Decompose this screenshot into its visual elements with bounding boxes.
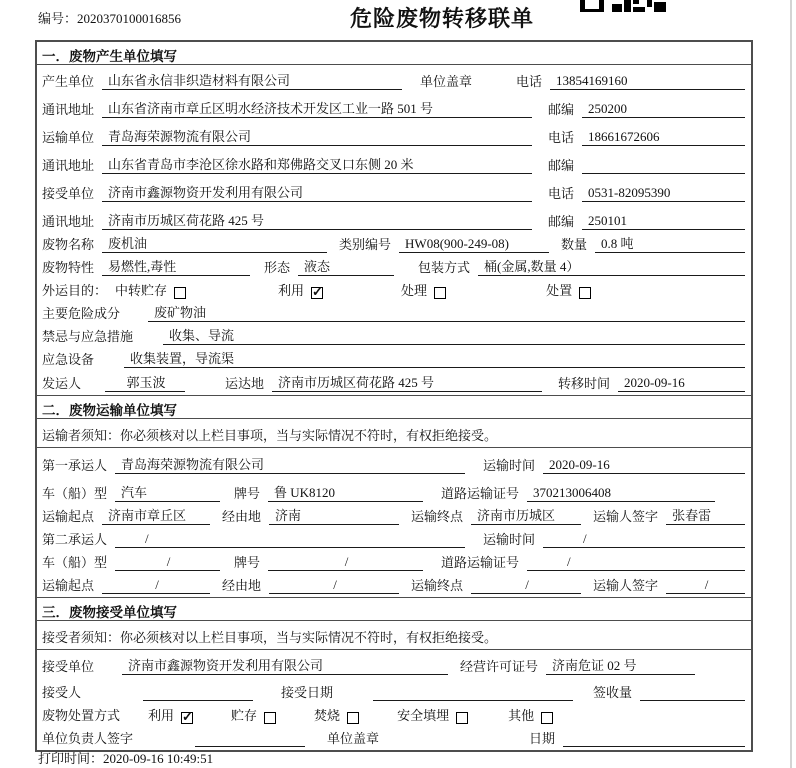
carrier2-route-row xyxy=(37,574,751,597)
hazard-components-value: 废矿物油 xyxy=(148,302,745,322)
plate-number-label: 牌号 xyxy=(234,486,261,501)
producer-label: 产生单位 xyxy=(42,74,95,89)
physical-form-value: 液态 xyxy=(298,256,394,276)
emergency-measures-value: 收集、导流 xyxy=(163,325,745,345)
carrier2-time-value: / xyxy=(543,531,745,548)
quantity-value: 0.8 吨 xyxy=(595,233,745,253)
signed-amount-label: 签收量 xyxy=(593,685,633,700)
carrier2-via-value: / xyxy=(269,577,399,594)
transfer-time-value: 2020-09-16 xyxy=(618,375,745,392)
road-permit-label: 道路运输证号 xyxy=(441,555,520,570)
transporter-notice-row xyxy=(37,419,751,448)
option-store-label: 贮存 xyxy=(231,708,258,723)
carrier2-name-value: / xyxy=(115,531,465,548)
transporter-label: 运输单位 xyxy=(42,130,95,145)
transport-time-label: 运输时间 xyxy=(483,532,536,547)
receiver-value: 济南市鑫源物资开发利用有限公司 xyxy=(102,182,532,202)
carrier2-origin-value: / xyxy=(102,577,210,594)
waste-characteristics-row xyxy=(37,256,751,279)
route-end-label: 运输终点 xyxy=(411,578,464,593)
checkbox-transit-storage xyxy=(174,287,186,299)
producer-address-row xyxy=(37,93,751,121)
carrier2-plate-value: / xyxy=(268,554,423,571)
phone-label: 电话 xyxy=(548,186,575,201)
section2-header: 二．废物运输单位填写 xyxy=(37,395,751,419)
responsible-sign-row xyxy=(37,727,751,750)
transporter-zip-value xyxy=(582,173,745,174)
address-label: 通讯地址 xyxy=(42,102,95,117)
receiver-row xyxy=(37,177,751,205)
destination-label: 运达地 xyxy=(225,376,265,391)
section1-header: 一．废物产生单位填写 xyxy=(37,42,751,65)
waste-name-value: 废机油 xyxy=(102,233,327,253)
hazard-components-label: 主要危险成分 xyxy=(42,306,121,321)
checkbox-utilize xyxy=(181,712,193,724)
category-code-label: 类别编号 xyxy=(339,237,392,252)
checkbox-incinerate xyxy=(347,712,359,724)
option-incinerate-label: 焚烧 xyxy=(314,708,341,723)
carrier1-vehicle-row xyxy=(37,477,751,505)
emergency-equipment-value: 收集装置，导流渠 xyxy=(124,348,745,368)
producer-row xyxy=(37,65,751,93)
carrier2-vehicle-value: / xyxy=(115,554,220,571)
carrier2-end-value: / xyxy=(471,577,581,594)
destination-value: 济南市历城区荷花路 425 号 xyxy=(272,372,542,392)
waste-characteristics-label: 废物特性 xyxy=(42,260,95,275)
date-value xyxy=(563,746,745,747)
category-code-value: HW08(900-249-08) xyxy=(399,236,549,253)
receiver-address-row xyxy=(37,205,751,233)
shipper-label: 发运人 xyxy=(42,376,82,391)
transporter-address-row xyxy=(37,149,751,177)
emergency-measures-row xyxy=(37,325,751,348)
carrier2-sign-value: / xyxy=(666,577,745,594)
waste-name-row xyxy=(37,233,751,256)
receiver-notice: 接受者须知：你必须核对以上栏目事项，当与实际情况不符时，有权拒绝接受。 xyxy=(42,630,498,645)
carrier1-end-value: 济南市历城区 xyxy=(471,505,581,525)
vehicle-type-label: 车（船）型 xyxy=(42,555,108,570)
transporter-row xyxy=(37,121,751,149)
hazard-components-row xyxy=(37,302,751,325)
physical-form-label: 形态 xyxy=(264,260,291,275)
route-origin-label: 运输起点 xyxy=(42,578,95,593)
packaging-label: 包装方式 xyxy=(418,260,471,275)
receiver-notice-row xyxy=(37,621,751,650)
option-transit-storage-label: 中转贮存 xyxy=(115,283,168,298)
checkbox-other xyxy=(541,712,553,724)
producer-value: 山东省永信非织造材料有限公司 xyxy=(102,70,402,90)
shipper-value: 郭玉波 xyxy=(105,372,185,392)
producer-phone-value: 13854169160 xyxy=(550,73,745,90)
transporter-phone-value: 18661672606 xyxy=(582,129,745,146)
phone-label: 电话 xyxy=(516,74,543,89)
producer-address-value: 山东省济南市章丘区明水经济技术开发区工业一路 501 号 xyxy=(102,98,532,118)
emergency-equipment-row xyxy=(37,348,751,371)
page-title: 危险废物转移联单 xyxy=(349,6,534,31)
plate-number-label: 牌号 xyxy=(234,555,261,570)
option-other-label: 其他 xyxy=(508,708,535,723)
section3-header: 三．废物接受单位填写 xyxy=(37,597,751,621)
page-edge-divider xyxy=(790,0,792,768)
signed-amount-value xyxy=(640,700,745,701)
carrier2-row xyxy=(37,528,751,551)
carrier1-route-row xyxy=(37,505,751,528)
responsible-sign-value xyxy=(195,746,305,747)
transporter-value: 青岛海荣源物流有限公司 xyxy=(102,126,532,146)
transfer-purpose-row xyxy=(37,279,751,302)
responsible-sign-label: 单位负责人签字 xyxy=(42,731,134,746)
carrier2-permit-value: / xyxy=(527,554,745,571)
transporter-sign-label: 运输人签字 xyxy=(593,578,659,593)
transporter-sign-label: 运输人签字 xyxy=(593,509,659,524)
waste-characteristics-value: 易燃性,毒性 xyxy=(102,256,250,276)
checkbox-treat xyxy=(434,287,446,299)
route-via-label: 经由地 xyxy=(222,509,262,524)
transfer-form-table xyxy=(35,40,753,752)
date-label: 日期 xyxy=(529,731,556,746)
address-label: 通讯地址 xyxy=(42,158,95,173)
route-via-label: 经由地 xyxy=(222,578,262,593)
route-end-label: 运输终点 xyxy=(411,509,464,524)
checkbox-dispose xyxy=(579,287,591,299)
carrier1-permit-value: 370213006408 xyxy=(527,485,715,502)
print-time xyxy=(38,748,213,767)
disposal-method-label: 废物处置方式 xyxy=(42,708,121,723)
checkbox-store xyxy=(264,712,276,724)
transfer-time-label: 转移时间 xyxy=(558,376,611,391)
transport-time-label: 运输时间 xyxy=(483,458,536,473)
license-label: 经营许可证号 xyxy=(460,659,539,674)
receiver-label: 接受单位 xyxy=(42,186,95,201)
route-origin-label: 运输起点 xyxy=(42,509,95,524)
option-utilize-label: 利用 xyxy=(148,708,175,723)
receiver-address-value: 济南市历城区荷花路 425 号 xyxy=(102,210,532,230)
option-utilize-label: 利用 xyxy=(278,283,305,298)
carrier1-label: 第一承运人 xyxy=(42,458,108,473)
unit-seal-label: 单位盖章 xyxy=(327,731,380,746)
receiver-unit-label: 接受单位 xyxy=(42,659,95,674)
carrier1-vehicle-value: 汽车 xyxy=(115,482,220,502)
disposal-method-row xyxy=(37,704,751,727)
zip-label: 邮编 xyxy=(548,214,575,229)
receiver-unit-row xyxy=(37,650,751,678)
checkbox-utilize xyxy=(311,287,323,299)
receive-date-value xyxy=(373,700,573,701)
carrier1-plate-value: 鲁 UK8120 xyxy=(268,482,423,502)
vehicle-type-label: 车（船）型 xyxy=(42,486,108,501)
carrier1-row xyxy=(37,448,751,477)
carrier2-vehicle-row xyxy=(37,551,751,574)
waste-name-label: 废物名称 xyxy=(42,237,95,252)
document-header xyxy=(0,0,796,40)
carrier1-name-value: 青岛海荣源物流有限公司 xyxy=(115,454,465,474)
serial-label: 编号： xyxy=(38,11,78,26)
recipient-value xyxy=(143,700,253,701)
recipient-row xyxy=(37,678,751,704)
address-label: 通讯地址 xyxy=(42,214,95,229)
transporter-address-value: 山东省青岛市李沧区徐水路和郑佛路交叉口东侧 20 米 xyxy=(102,154,532,174)
receiver-zip-value: 250101 xyxy=(582,213,745,230)
receiver-unit-value: 济南市鑫源物资开发利用有限公司 xyxy=(122,655,448,675)
option-treat-label: 处理 xyxy=(401,283,428,298)
carrier1-origin-value: 济南市章丘区 xyxy=(102,505,210,525)
carrier1-via-value: 济南 xyxy=(269,505,399,525)
receiver-phone-value: 0531-82095390 xyxy=(582,185,745,202)
checkbox-landfill xyxy=(456,712,468,724)
carrier2-label: 第二承运人 xyxy=(42,532,108,547)
print-time-value: 2020-09-16 10:49:51 xyxy=(103,751,214,766)
quantity-label: 数量 xyxy=(561,237,588,252)
carrier1-time-value: 2020-09-16 xyxy=(543,457,745,474)
receive-date-label: 接受日期 xyxy=(281,685,334,700)
carrier1-sign-value: 张春雷 xyxy=(666,505,745,525)
packaging-value: 桶(金属,数量 4） xyxy=(478,256,745,276)
phone-label: 电话 xyxy=(548,130,575,145)
emergency-equipment-label: 应急设备 xyxy=(42,352,95,367)
serial-value: 2020370100016856 xyxy=(77,11,182,26)
unit-seal-label: 单位盖章 xyxy=(420,74,473,89)
zip-label: 邮编 xyxy=(548,102,575,117)
zip-label: 邮编 xyxy=(548,158,575,173)
road-permit-label: 道路运输证号 xyxy=(441,486,520,501)
transfer-purpose-label: 外运目的： xyxy=(42,283,108,298)
emergency-measures-label: 禁忌与应急措施 xyxy=(42,329,134,344)
recipient-label: 接受人 xyxy=(42,685,82,700)
license-value: 济南危证 02 号 xyxy=(546,655,695,675)
option-dispose-label: 处置 xyxy=(546,283,573,298)
producer-zip-value: 250200 xyxy=(582,101,745,118)
print-time-label: 打印时间： xyxy=(38,751,104,766)
shipper-row xyxy=(37,371,751,395)
transporter-notice: 运输者须知：你必须核对以上栏目事项，当与实际情况不符时，有权拒绝接受。 xyxy=(42,428,498,443)
option-landfill-label: 安全填埋 xyxy=(397,708,450,723)
